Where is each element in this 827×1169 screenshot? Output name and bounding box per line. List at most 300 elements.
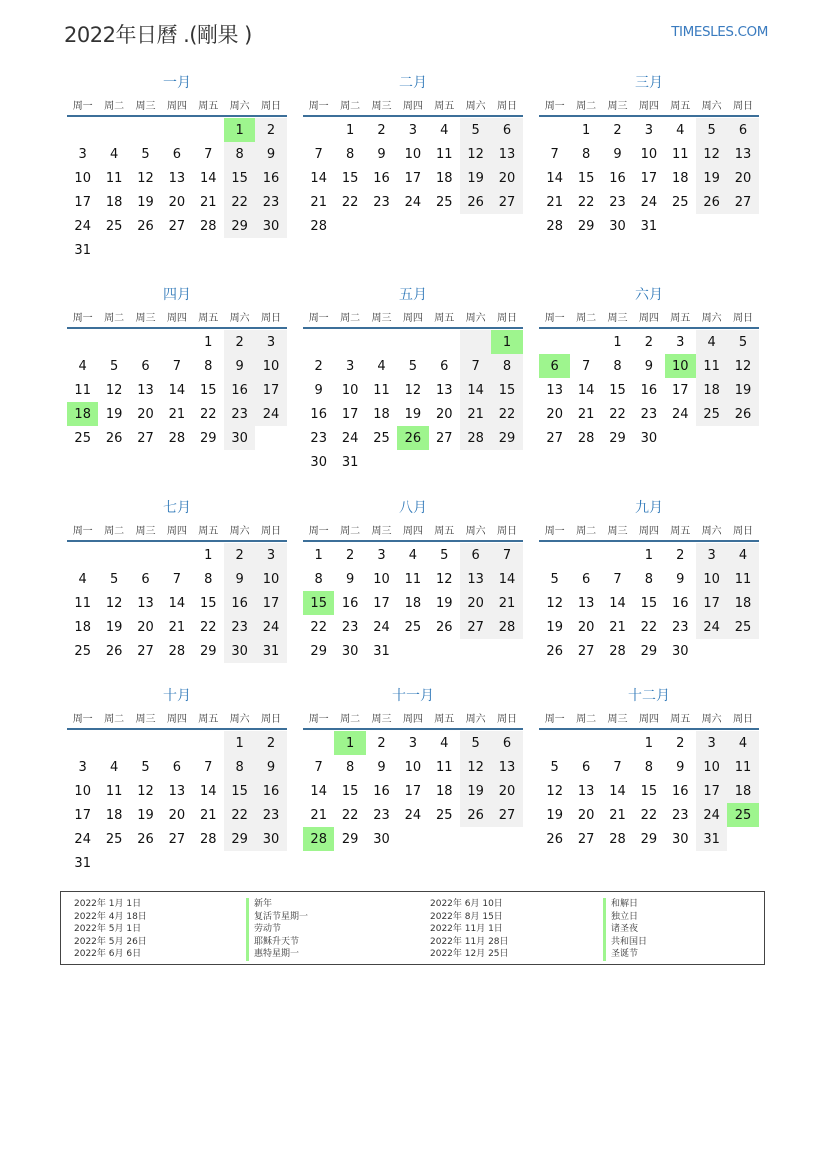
day-cell: 16 [341, 595, 359, 611]
day-cell: 7 [613, 571, 622, 587]
day-cell: 28 [609, 831, 626, 847]
day-cell: 8 [345, 759, 355, 775]
day-cell: 18 [105, 194, 123, 210]
day-cell: 30 [671, 643, 689, 659]
day-cell: 21 [460, 402, 491, 426]
weekday-label: 周日 [497, 100, 518, 112]
day-grid [539, 118, 759, 238]
weekday-label: 周六 [229, 525, 250, 537]
empty-cell [161, 118, 192, 142]
day-cell: 15 [224, 166, 255, 190]
day-cell: 6 [141, 571, 150, 587]
weekday-label: 周日 [261, 100, 282, 112]
weekday-label: 周日 [733, 312, 754, 324]
holiday-name: 劳动节 [246, 923, 308, 936]
day-cell: 23 [373, 807, 390, 823]
empty-cell [224, 238, 255, 262]
empty-cell [397, 214, 428, 238]
day-cell: 8 [204, 571, 213, 587]
day-cell: 21 [310, 194, 327, 210]
weekday-label: 周四 [402, 100, 423, 112]
day-cell: 19 [137, 194, 154, 210]
weekday-label: 周二 [104, 713, 125, 725]
day-cell: 11 [671, 146, 689, 162]
day-cell: 18 [696, 378, 727, 402]
day-cell: 22 [199, 406, 217, 422]
month-name: 五月 [399, 287, 427, 303]
day-cell: 25 [74, 430, 91, 446]
day-cell: 16 [609, 170, 626, 186]
day-cell: 6 [491, 731, 522, 755]
day-cell: 2 [377, 122, 386, 138]
day-cell: 8 [644, 571, 653, 587]
day-cell: 16 [373, 170, 390, 186]
day-cell: 9 [255, 142, 286, 166]
day-cell: 10 [640, 146, 658, 162]
day-cell: 22 [341, 194, 359, 210]
day-cell: 3 [408, 122, 417, 138]
day-cell: 16 [224, 378, 255, 402]
day-cell: 10 [696, 567, 727, 591]
day-cell: 1 [224, 118, 255, 142]
weekday-header [67, 518, 287, 542]
day-cell: 7 [613, 759, 622, 775]
day-cell: 5 [109, 358, 119, 374]
day-cell: 4 [676, 122, 685, 138]
day-cell: 13 [546, 382, 563, 398]
empty-cell [397, 827, 428, 851]
day-cell: 19 [727, 378, 758, 402]
day-cell: 22 [491, 402, 522, 426]
day-cell: 27 [460, 615, 491, 639]
empty-cell [161, 731, 192, 755]
day-cell: 4 [696, 330, 727, 354]
day-cell: 2 [676, 547, 685, 563]
day-cell: 13 [460, 567, 491, 591]
day-grid [303, 731, 523, 851]
day-cell: 9 [314, 382, 323, 398]
holiday-date: 2022年 11月 28日 [430, 936, 509, 947]
day-cell: 13 [168, 170, 186, 186]
day-cell: 27 [168, 831, 186, 847]
empty-cell [491, 214, 522, 238]
weekday-label: 周一 [544, 312, 565, 324]
weekday-label: 周二 [340, 100, 361, 112]
day-cell: 28 [546, 218, 563, 234]
empty-cell [366, 330, 397, 354]
month-block [303, 686, 523, 851]
day-cell: 30 [224, 639, 255, 663]
day-cell: 9 [377, 759, 386, 775]
day-cell: 25 [435, 194, 453, 210]
day-cell: 7 [204, 146, 213, 162]
day-cell: 27 [137, 643, 154, 659]
day-cell: 27 [491, 803, 522, 827]
weekday-header [539, 305, 759, 329]
day-cell: 2 [255, 118, 286, 142]
day-cell: 9 [644, 358, 653, 374]
holiday-list [60, 891, 765, 965]
day-grid [539, 731, 759, 851]
day-cell: 25 [404, 619, 422, 635]
day-cell: 1 [491, 330, 522, 354]
day-cell: 22 [199, 619, 217, 635]
weekday-header [67, 706, 287, 730]
empty-cell [130, 851, 161, 875]
weekday-label: 周三 [135, 100, 156, 112]
weekday-label: 周六 [465, 713, 486, 725]
day-cell: 13 [491, 755, 522, 779]
day-grid [539, 543, 759, 663]
day-cell: 1 [204, 547, 213, 563]
holiday-date: 2022年 12月 25日 [430, 949, 509, 960]
day-cell: 3 [408, 735, 417, 751]
empty-cell [696, 639, 727, 663]
day-cell: 9 [676, 759, 685, 775]
day-cell: 11 [696, 354, 727, 378]
day-cell: 20 [546, 406, 563, 422]
day-cell: 31 [74, 242, 91, 258]
month-name: 十二月 [628, 688, 670, 704]
weekday-label: 周日 [497, 525, 518, 537]
empty-cell [665, 426, 696, 450]
day-cell: 11 [74, 382, 91, 398]
day-cell: 14 [491, 567, 522, 591]
month-block [67, 498, 287, 663]
day-cell: 18 [67, 402, 98, 426]
day-cell: 26 [105, 430, 123, 446]
month-block [539, 498, 759, 663]
day-cell: 1 [345, 122, 355, 138]
empty-cell [255, 238, 286, 262]
day-cell: 21 [491, 591, 522, 615]
day-cell: 8 [204, 358, 213, 374]
weekday-label: 周三 [371, 100, 392, 112]
day-cell: 24 [671, 406, 689, 422]
weekday-label: 周二 [104, 100, 125, 112]
day-grid [539, 330, 759, 450]
weekday-label: 周三 [371, 713, 392, 725]
weekday-label: 周三 [607, 525, 628, 537]
holiday-date: 2022年 11月 1日 [430, 924, 503, 935]
day-cell: 12 [460, 142, 491, 166]
holiday-date: 2022年 5月 26日 [74, 936, 147, 947]
day-cell: 2 [613, 122, 622, 138]
day-cell: 9 [255, 755, 286, 779]
day-cell: 7 [550, 146, 559, 162]
day-cell: 8 [314, 571, 323, 587]
weekday-label: 周五 [434, 100, 455, 112]
holiday-name: 复活节星期一 [246, 911, 308, 924]
weekday-label: 周二 [576, 525, 597, 537]
day-cell: 11 [727, 755, 758, 779]
weekday-label: 周日 [733, 525, 754, 537]
day-cell: 20 [727, 166, 758, 190]
month-name: 四月 [163, 287, 191, 303]
day-cell: 23 [373, 194, 390, 210]
empty-cell [539, 731, 570, 755]
weekday-header [303, 518, 523, 542]
day-cell: 5 [440, 547, 449, 563]
day-cell: 15 [341, 783, 359, 799]
empty-cell [460, 639, 491, 663]
empty-cell [67, 543, 98, 567]
day-cell: 19 [696, 166, 727, 190]
day-cell: 17 [74, 807, 91, 823]
day-cell: 30 [255, 214, 286, 238]
day-cell: 9 [377, 146, 386, 162]
day-cell: 25 [671, 194, 689, 210]
weekday-label: 周二 [576, 312, 597, 324]
empty-cell [491, 450, 522, 474]
weekday-label: 周三 [607, 100, 628, 112]
day-cell: 15 [640, 783, 658, 799]
day-cell: 22 [640, 619, 658, 635]
weekday-label: 周六 [465, 100, 486, 112]
empty-cell [193, 731, 224, 755]
weekday-label: 周五 [434, 713, 455, 725]
holiday-name: 诸圣夜 [603, 923, 647, 936]
holiday-date: 2022年 8月 15日 [430, 911, 503, 922]
day-cell: 10 [255, 567, 286, 591]
site-logo[interactable]: TIMESLES.COM [671, 24, 768, 40]
weekday-label: 周五 [670, 100, 691, 112]
day-cell: 28 [303, 827, 334, 851]
day-cell: 17 [404, 783, 422, 799]
day-cell: 3 [345, 358, 355, 374]
holiday-name: 惠特星期一 [246, 948, 308, 961]
weekday-label: 周六 [701, 713, 722, 725]
day-cell: 24 [341, 430, 359, 446]
holiday-names-right [603, 898, 647, 961]
day-cell: 23 [609, 194, 626, 210]
empty-cell [727, 214, 758, 238]
day-cell: 25 [373, 430, 390, 446]
day-cell: 26 [105, 643, 123, 659]
holiday-date: 2022年 1月 1日 [74, 899, 142, 909]
weekday-label: 周一 [544, 713, 565, 725]
day-cell: 12 [105, 382, 123, 398]
month-name: 二月 [399, 75, 427, 91]
day-cell: 15 [303, 591, 334, 615]
holiday-name: 新年 [246, 898, 308, 911]
day-cell: 28 [199, 831, 217, 847]
day-cell: 11 [105, 783, 123, 799]
day-cell: 15 [199, 382, 217, 398]
day-cell: 24 [373, 619, 390, 635]
day-cell: 11 [435, 146, 453, 162]
day-cell: 19 [460, 166, 491, 190]
day-cell: 6 [141, 358, 150, 374]
day-cell: 18 [671, 170, 689, 186]
weekday-label: 周一 [72, 100, 93, 112]
day-cell: 13 [577, 595, 595, 611]
day-cell: 7 [172, 571, 181, 587]
day-cell: 20 [168, 194, 186, 210]
holiday-name: 耶稣升天节 [246, 936, 308, 949]
day-cell: 25 [696, 402, 727, 426]
empty-cell [429, 450, 460, 474]
day-cell: 17 [696, 779, 727, 803]
day-cell: 20 [577, 619, 595, 635]
day-cell: 16 [224, 591, 255, 615]
empty-cell [366, 450, 397, 474]
weekday-label: 周六 [701, 100, 722, 112]
month-name: 六月 [635, 287, 663, 303]
day-cell: 4 [78, 358, 87, 374]
day-cell: 17 [341, 406, 359, 422]
day-cell: 16 [255, 166, 286, 190]
empty-cell [130, 543, 161, 567]
day-cell: 1 [613, 334, 622, 350]
day-cell: 18 [105, 807, 123, 823]
day-cell: 20 [491, 779, 522, 803]
day-cell: 6 [727, 118, 758, 142]
weekday-label: 周一 [544, 100, 565, 112]
empty-cell [539, 118, 570, 142]
weekday-label: 周五 [434, 525, 455, 537]
weekday-label: 周一 [72, 525, 93, 537]
holiday-names-left [246, 898, 308, 961]
day-cell: 2 [255, 731, 286, 755]
day-cell: 29 [199, 643, 217, 659]
day-cell: 5 [460, 731, 491, 755]
empty-cell [397, 450, 428, 474]
day-cell: 10 [373, 571, 390, 587]
day-cell: 15 [341, 170, 359, 186]
day-cell: 13 [137, 595, 154, 611]
day-cell: 15 [491, 378, 522, 402]
empty-cell [491, 827, 522, 851]
day-cell: 26 [137, 218, 154, 234]
day-cell: 7 [204, 759, 213, 775]
day-cell: 17 [696, 591, 727, 615]
empty-cell [570, 543, 601, 567]
day-cell: 13 [727, 142, 758, 166]
day-cell: 28 [168, 430, 186, 446]
weekday-label: 周五 [670, 312, 691, 324]
day-cell: 27 [168, 218, 186, 234]
day-grid [67, 543, 287, 663]
day-cell: 14 [577, 382, 595, 398]
empty-cell [130, 118, 161, 142]
day-cell: 7 [581, 358, 591, 374]
day-cell: 27 [435, 430, 453, 446]
empty-cell [303, 330, 334, 354]
empty-cell [460, 330, 491, 354]
day-cell: 7 [491, 543, 522, 567]
day-cell: 19 [460, 779, 491, 803]
day-cell: 18 [74, 619, 91, 635]
day-cell: 20 [168, 807, 186, 823]
day-cell: 10 [696, 755, 727, 779]
day-cell: 26 [460, 190, 491, 214]
weekday-label: 周一 [72, 713, 93, 725]
empty-cell [334, 214, 365, 238]
empty-cell [460, 214, 491, 238]
day-cell: 22 [224, 803, 255, 827]
day-cell: 4 [440, 735, 449, 751]
day-cell: 27 [577, 643, 595, 659]
day-cell: 20 [460, 591, 491, 615]
day-cell: 17 [74, 194, 91, 210]
day-cell: 8 [581, 146, 591, 162]
day-cell: 20 [137, 406, 154, 422]
day-cell: 19 [404, 406, 422, 422]
day-cell: 16 [671, 595, 689, 611]
day-cell: 25 [435, 807, 453, 823]
day-cell: 2 [224, 543, 255, 567]
day-cell: 14 [168, 382, 186, 398]
month-block [539, 686, 759, 851]
day-cell: 9 [613, 146, 622, 162]
day-cell: 4 [727, 543, 758, 567]
day-cell: 3 [676, 334, 685, 350]
day-cell: 31 [341, 454, 359, 470]
day-cell: 9 [345, 571, 355, 587]
day-cell: 16 [373, 783, 390, 799]
day-cell: 29 [577, 218, 595, 234]
holiday-date: 2022年 6月 6日 [74, 949, 142, 960]
empty-cell [130, 238, 161, 262]
day-cell: 15 [224, 779, 255, 803]
day-cell: 31 [255, 639, 286, 663]
weekday-label: 周四 [166, 100, 187, 112]
weekday-label: 周五 [198, 100, 219, 112]
day-cell: 6 [172, 146, 181, 162]
empty-cell [303, 118, 334, 142]
empty-cell [727, 827, 758, 851]
day-cell: 27 [727, 190, 758, 214]
empty-cell [366, 214, 397, 238]
day-grid [303, 330, 523, 474]
weekday-label: 周五 [670, 525, 691, 537]
day-cell: 6 [440, 358, 449, 374]
month-name: 十一月 [392, 688, 434, 704]
day-cell: 19 [435, 595, 453, 611]
day-cell: 2 [345, 547, 355, 563]
empty-cell [130, 330, 161, 354]
day-cell: 11 [373, 382, 390, 398]
day-cell: 10 [665, 354, 696, 378]
empty-cell [602, 543, 633, 567]
weekday-label: 周日 [497, 312, 518, 324]
day-cell: 8 [224, 755, 255, 779]
weekday-header [539, 93, 759, 117]
day-cell: 4 [78, 571, 87, 587]
day-cell: 27 [546, 430, 563, 446]
day-cell: 24 [404, 194, 422, 210]
empty-cell [602, 731, 633, 755]
day-cell: 26 [397, 426, 428, 450]
day-cell: 28 [168, 643, 186, 659]
day-cell: 2 [644, 334, 653, 350]
day-cell: 8 [644, 759, 653, 775]
day-cell: 14 [460, 378, 491, 402]
day-cell: 22 [224, 190, 255, 214]
weekday-label: 周二 [340, 312, 361, 324]
weekday-label: 周三 [135, 312, 156, 324]
weekday-label: 周二 [340, 713, 361, 725]
day-cell: 13 [491, 142, 522, 166]
day-cell: 3 [78, 759, 87, 775]
empty-cell [334, 330, 365, 354]
day-cell: 23 [671, 807, 689, 823]
day-cell: 23 [224, 615, 255, 639]
day-cell: 13 [168, 783, 186, 799]
day-cell: 8 [224, 142, 255, 166]
day-cell: 13 [577, 783, 595, 799]
